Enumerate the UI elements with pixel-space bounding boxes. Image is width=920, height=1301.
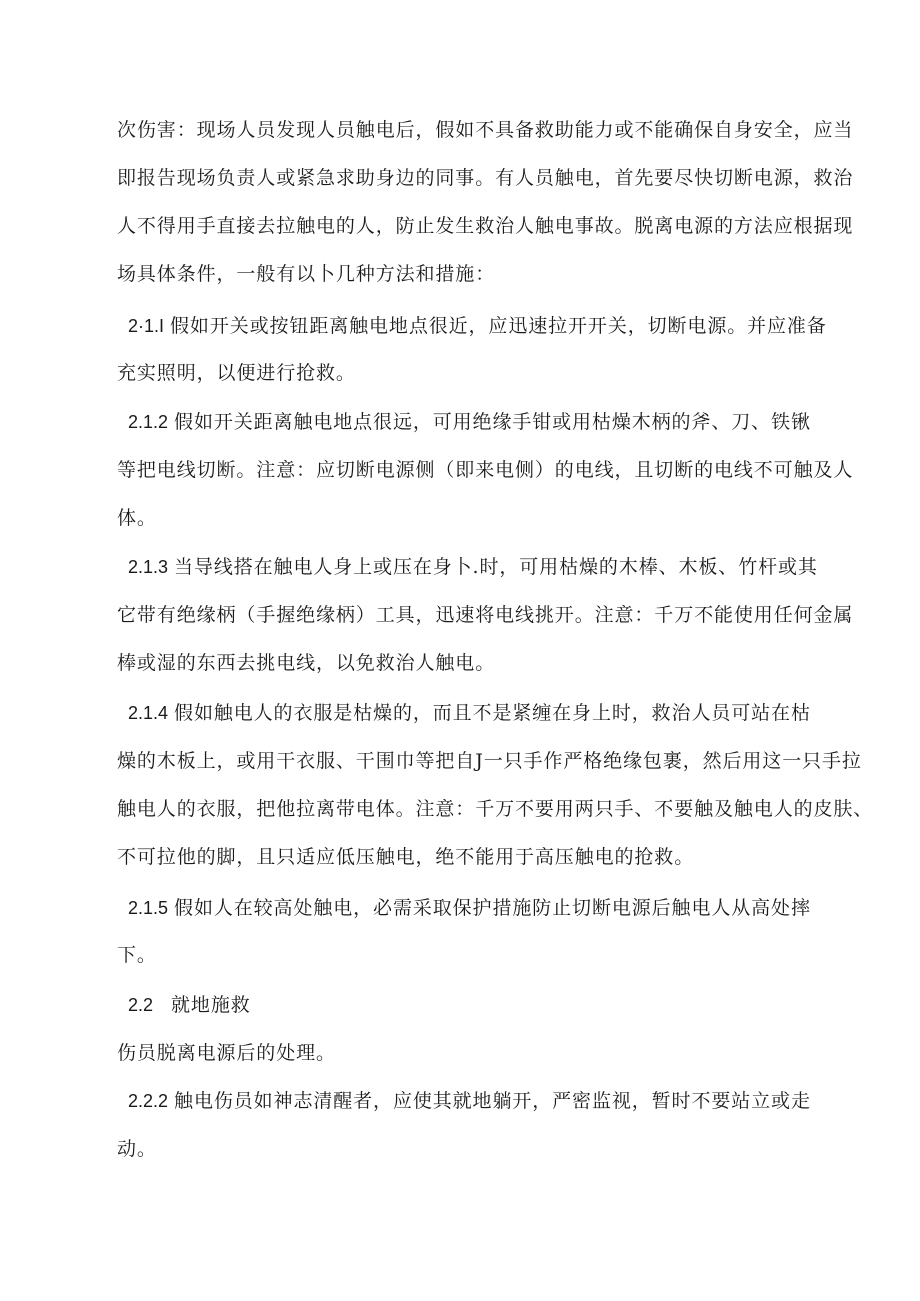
text-line — [128, 555, 818, 579]
text-line: 等把电线切断。注意：应切断电源侧（即来电侧）的电线，且切断的电线不可触及人 — [117, 459, 854, 481]
line-text: 假如触电人的衣服是枯燥的，而且不是紧缠在身上时，救治人员可站在枯 — [174, 702, 811, 724]
text-line: 即报告现场负责人或紧急求助身边的同事。有人员触电，首先要尽快切断电源，救治 — [117, 167, 854, 189]
section-number: 2.1.2 — [128, 412, 169, 432]
text-line: 人不得用手直接去拉触电的人，防止发生救治人触电事故。脱离电源的方法应根据现 — [117, 215, 854, 237]
section-number: 2.2 — [128, 995, 154, 1015]
text-line — [128, 1089, 811, 1113]
text-line: 棒或湿的东西去挑电线，以免救治人触电。 — [117, 652, 496, 674]
text-line: 不可拉他的脚，且只适应低压触电，绝不能用于高压触电的抢救。 — [117, 846, 695, 868]
section-number: 2.1.4 — [128, 703, 169, 723]
section-number: 2·1.I — [128, 316, 165, 336]
line-text: 假如开关或按钮距离触电地点很近，应迅速拉开开关，切断电源。并应准备 — [170, 315, 827, 337]
line-text: 假如开关距离触电地点很远，可用绝缘手钳或用枯燥木柄的斧、刀、铁锹 — [174, 411, 811, 433]
text-line: 触电人的衣服，把他拉离带电体。注意：千万不要用两只手、不要触及触电人的皮肤、 — [117, 798, 874, 820]
text-line: 它带有绝缘柄（手握绝缘柄）工具，迅速将电线挑开。注意：千万不能使用任何金属 — [117, 604, 854, 626]
section-number: 2.1.3 — [128, 557, 169, 577]
text-line — [128, 896, 811, 920]
text-line: 次伤害：现场人员发现人员触电后，假如不具备救助能力或不能确保自身安全，应当 — [117, 119, 854, 141]
text-line: 下。 — [117, 944, 157, 966]
line-text: 假如人在较高处触电，必需采取保护措施防止切断电源后触电人从高处摔 — [174, 897, 811, 919]
text-line: 充实照明，以便进行抢救。 — [117, 362, 356, 384]
text-line: 动。 — [117, 1138, 157, 1160]
section-number: 2.2.2 — [128, 1091, 169, 1111]
text-line — [128, 701, 811, 725]
text-line: 伤员脱离电源后的处理。 — [117, 1042, 336, 1064]
section-title: 就地施救 — [171, 994, 251, 1016]
section-number: 2.1.5 — [128, 898, 169, 918]
line-text: 触电伤员如神志清醒者，应使其就地躺开，严密监视，暂时不要站立或走 — [174, 1090, 811, 1112]
line-text: 当导线搭在触电人身上或压在身卜.时，可用枯燥的木棒、木板、竹杆或其 — [174, 556, 818, 578]
text-line — [128, 410, 811, 434]
text-line: 场具体条件，一般有以卜几种方法和措施： — [117, 263, 496, 285]
text-line: 体。 — [117, 507, 157, 529]
text-line: 燥的木板上，或用干衣服、干围巾等把自J一只手作严格绝缘包裹，然后用这一只手拉 — [117, 750, 862, 772]
text-line — [128, 314, 827, 338]
heading-line — [128, 993, 251, 1017]
